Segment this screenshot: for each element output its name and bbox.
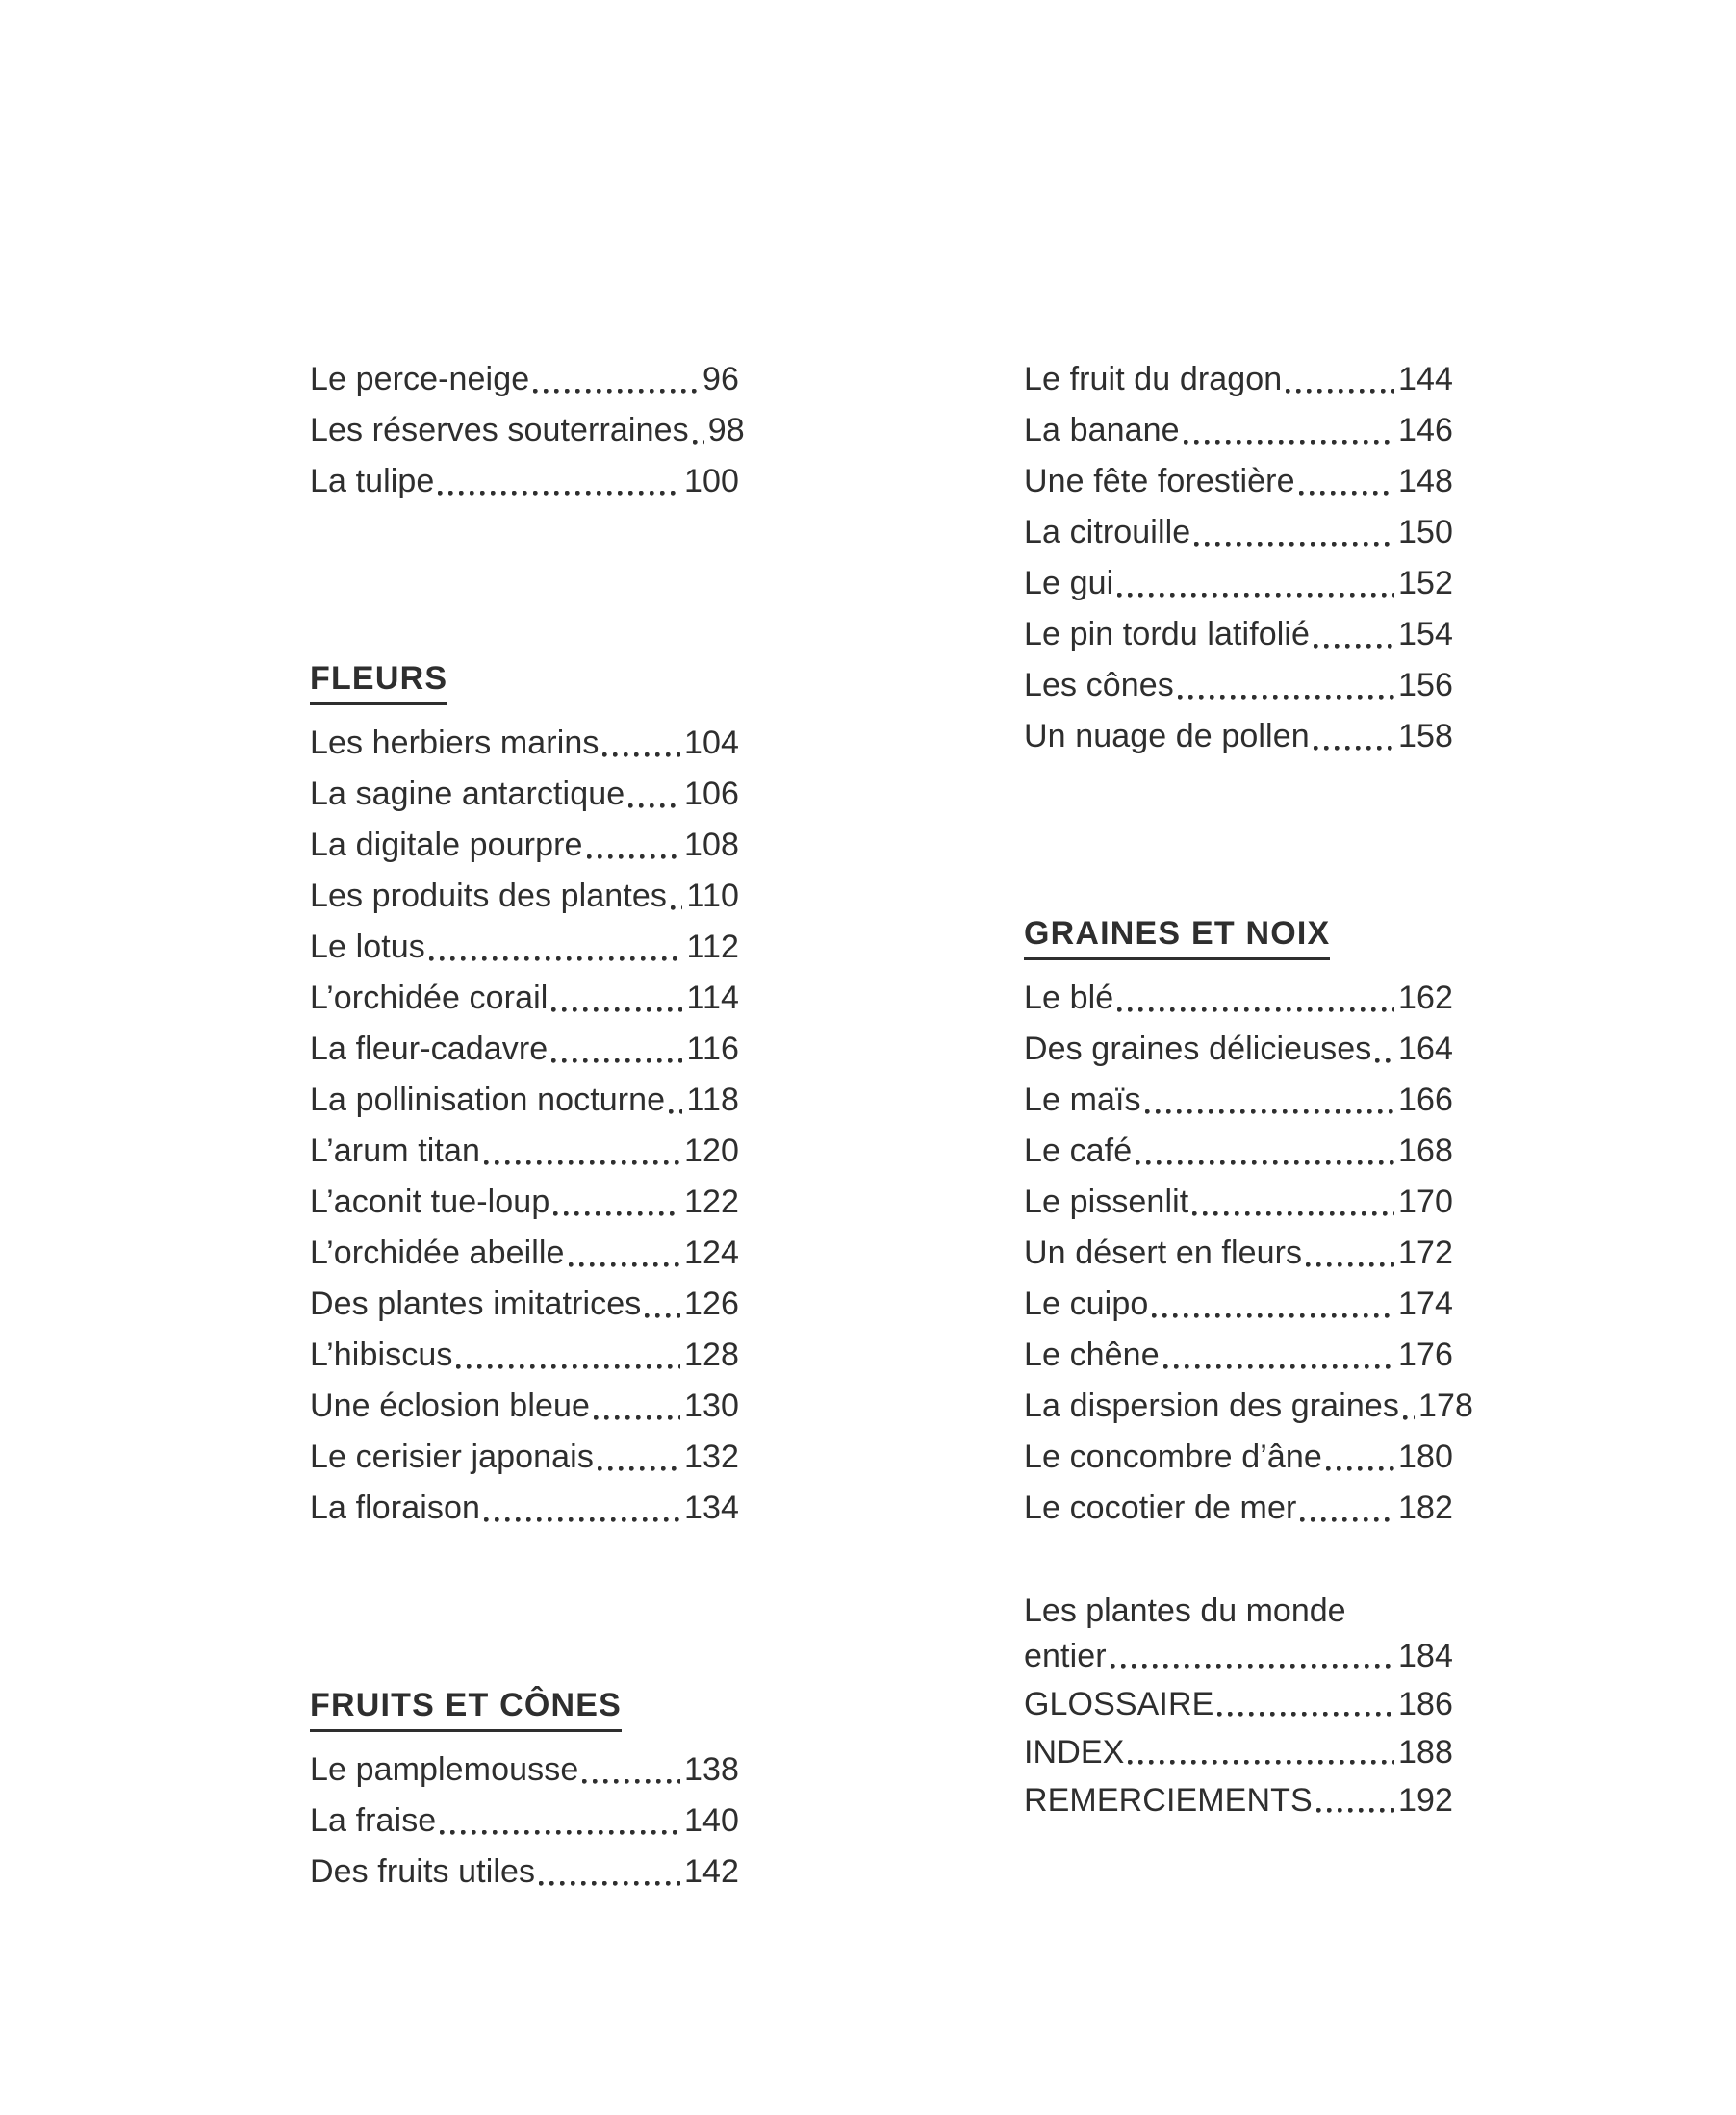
toc-entry-line2 (1024, 1632, 1453, 1680)
section-heading (310, 1686, 739, 1731)
toc-entry-title: La citrouille (1024, 514, 1191, 550)
toc-entry (1024, 558, 1453, 609)
dot-leader (1326, 1466, 1394, 1471)
toc-entry-title: La floraison (310, 1490, 480, 1526)
toc-entry-page: 172 (1397, 1235, 1453, 1271)
toc-entry-title: REMERCIEMENTS (1024, 1782, 1313, 1819)
toc-entry-page: 130 (683, 1388, 739, 1424)
toc-entry-page: 168 (1397, 1133, 1453, 1169)
toc-entry (1024, 973, 1453, 1024)
toc-entry-page: 116 (686, 1031, 739, 1067)
dot-leader (1163, 1364, 1394, 1369)
toc-entry-title: Le concombre d’âne (1024, 1439, 1322, 1475)
toc-entry-page: 112 (686, 929, 739, 965)
toc-block (310, 354, 745, 507)
dot-leader (1217, 1712, 1394, 1717)
section-heading-label: FRUITS ET CÔNES (310, 1687, 622, 1732)
toc-entry (310, 871, 739, 922)
toc-entry (310, 1279, 739, 1330)
toc-entry (1024, 354, 1453, 405)
dot-leader (1128, 1760, 1394, 1765)
toc-entry-title: L’aconit tue-loup (310, 1184, 550, 1220)
toc-entry (1024, 1279, 1453, 1330)
dot-leader (1286, 389, 1394, 394)
dot-leader (598, 1466, 680, 1471)
dot-leader (1136, 1160, 1394, 1165)
toc-entry (310, 1024, 739, 1075)
toc-entry (1024, 1776, 1453, 1824)
dot-leader (533, 389, 699, 394)
toc-entry-title: La dispersion des graines (1024, 1388, 1399, 1424)
dot-leader (1145, 1109, 1394, 1114)
toc-entry-title: INDEX (1024, 1734, 1125, 1771)
toc-entry (310, 1483, 739, 1534)
toc-entry (310, 354, 739, 405)
toc-entry-title: Les réserves souterraines (310, 412, 689, 448)
toc-entry-page: 132 (683, 1439, 739, 1475)
dot-leader (645, 1313, 680, 1318)
toc-entry-page: 110 (686, 878, 739, 914)
dot-leader (1306, 1262, 1394, 1267)
toc-entry (310, 456, 739, 507)
toc-entry (310, 1228, 739, 1279)
dot-leader (582, 1779, 680, 1784)
toc-entry-title: Un nuage de pollen (1024, 718, 1310, 754)
toc-entry-title: L’orchidée abeille (310, 1235, 565, 1271)
dot-leader (456, 1364, 680, 1369)
toc-entry-title: Le cuipo (1024, 1286, 1149, 1322)
toc-entry-title: La pollinisation nocturne (310, 1082, 666, 1118)
dot-leader (1316, 1808, 1394, 1813)
toc-entry-page: 114 (686, 980, 739, 1016)
dot-leader (1117, 1007, 1394, 1012)
toc-entry (1024, 1590, 1453, 1680)
toc-entry-page: 108 (683, 827, 739, 863)
dot-leader (669, 1109, 682, 1114)
dot-leader (671, 905, 683, 910)
toc-entry-page: 144 (1397, 361, 1453, 397)
toc-entry (310, 1745, 739, 1796)
toc-entry-title: L’orchidée corail (310, 980, 549, 1016)
toc-entry-title: Des plantes imitatrices (310, 1286, 642, 1322)
dot-leader (551, 1058, 682, 1063)
dot-leader (553, 1211, 680, 1216)
toc-entry-page: 140 (683, 1802, 739, 1839)
toc-entry-title: Un désert en fleurs (1024, 1235, 1303, 1271)
toc-entry-title: Le pamplemousse (310, 1751, 579, 1788)
toc-entry-page: 170 (1397, 1184, 1453, 1220)
toc-block (1024, 914, 1473, 1534)
dot-leader (484, 1160, 680, 1165)
toc-entry (310, 1330, 739, 1381)
toc-entry-page: 138 (683, 1751, 739, 1788)
toc-entry (1024, 405, 1453, 456)
toc-entry-title: Les herbiers marins (310, 725, 600, 761)
toc-entry-page: 150 (1397, 514, 1453, 550)
dot-leader (628, 803, 680, 808)
toc-entry (1024, 1126, 1453, 1177)
toc-column-right (1024, 354, 1473, 1898)
toc-entry-page: 166 (1397, 1082, 1453, 1118)
dot-leader (1184, 440, 1394, 445)
toc-entry (310, 1075, 739, 1126)
toc-entry-title: Des fruits utiles (310, 1853, 536, 1890)
toc-entry (310, 1847, 739, 1898)
toc-entry (310, 1381, 739, 1432)
dot-leader (1300, 1517, 1394, 1522)
section-heading-label: GRAINES ET NOIX (1024, 915, 1330, 960)
toc-entry (1024, 1330, 1453, 1381)
dot-leader (539, 1881, 680, 1886)
toc-entry (1024, 507, 1453, 558)
toc-entry-title: Le gui (1024, 565, 1114, 601)
toc-entry-title: GLOSSAIRE (1024, 1686, 1214, 1722)
toc-column-left (310, 354, 745, 1898)
dot-leader (484, 1517, 680, 1522)
toc-entry-title: Les plantes du monde (1024, 1593, 1346, 1629)
toc-entry-title: Le lotus (310, 929, 425, 965)
toc-entry-title: Le maïs (1024, 1082, 1141, 1118)
toc-entry (310, 922, 739, 973)
dot-leader (440, 1830, 680, 1835)
toc-entry (310, 718, 739, 769)
toc-entry (310, 1126, 739, 1177)
toc-entry-page: 176 (1397, 1337, 1453, 1373)
dot-leader (438, 491, 680, 496)
toc-entry-title: Le perce-neige (310, 361, 530, 397)
toc-entry-page: 96 (702, 361, 739, 397)
toc-entry (1024, 660, 1453, 711)
toc-entry-title: Les cônes (1024, 667, 1174, 703)
toc-entry-page: 146 (1397, 412, 1453, 448)
toc-entry-title: Les produits des plantes (310, 878, 667, 914)
toc-entry (310, 1796, 739, 1847)
section-heading (310, 659, 739, 704)
toc-entry-page: 156 (1397, 667, 1453, 703)
toc-block (310, 1686, 739, 1898)
dot-leader (551, 1007, 682, 1012)
toc-entry-title: Le pissenlit (1024, 1184, 1189, 1220)
section-heading (1024, 914, 1453, 959)
toc-entry-page: 178 (1417, 1388, 1473, 1424)
toc-entry-page: 188 (1397, 1734, 1453, 1771)
dot-leader (693, 440, 704, 445)
toc-entry-title: Une fête forestière (1024, 463, 1295, 499)
toc-entry-title: L’arum titan (310, 1133, 480, 1169)
section-heading-label: FLEURS (310, 660, 447, 705)
toc-entry-title: Le café (1024, 1133, 1133, 1169)
toc-entry (310, 405, 745, 456)
toc-entry (1024, 456, 1453, 507)
dot-leader (1178, 695, 1394, 700)
dot-leader (429, 956, 683, 961)
toc-entry (1024, 1228, 1453, 1279)
toc-block (1024, 1590, 1453, 1824)
toc-entry (1024, 1381, 1473, 1432)
toc-entry-title: entier (1024, 1638, 1107, 1674)
toc-entry (1024, 711, 1453, 762)
toc-entry-title: La fraise (310, 1802, 437, 1839)
toc-entry-page: 164 (1397, 1031, 1453, 1067)
dot-leader (1314, 644, 1394, 649)
dot-leader (1192, 1211, 1394, 1216)
toc-entry (1024, 1432, 1453, 1483)
dot-leader (602, 752, 680, 757)
toc-entry-page: 106 (683, 776, 739, 812)
toc-entry-page: 134 (683, 1490, 739, 1526)
dot-leader (569, 1262, 680, 1267)
toc-block (310, 659, 739, 1534)
dot-leader (1403, 1415, 1415, 1420)
toc-entry-page: 174 (1397, 1286, 1453, 1322)
toc-entry-page: 118 (686, 1082, 739, 1118)
toc-entry (1024, 1728, 1453, 1776)
toc-entry-title: La digitale pourpre (310, 827, 583, 863)
toc-entry (310, 1177, 739, 1228)
toc-entry-page: 122 (683, 1184, 739, 1220)
toc-entry-title: La banane (1024, 412, 1180, 448)
toc-entry (310, 1432, 739, 1483)
toc-entry-title: La tulipe (310, 463, 435, 499)
toc-entry (310, 820, 739, 871)
toc-entry-page: 154 (1397, 616, 1453, 652)
toc-entry-page: 184 (1397, 1638, 1453, 1674)
dot-leader (594, 1415, 680, 1420)
toc-entry-title: Le cerisier japonais (310, 1439, 594, 1475)
toc-entry (310, 769, 739, 820)
toc-entry-title: L’hibiscus (310, 1337, 453, 1373)
toc-entry-page: 120 (683, 1133, 739, 1169)
toc-entry (1024, 1177, 1453, 1228)
toc-entry (1024, 1680, 1453, 1728)
toc-entry-title: La sagine antarctique (310, 776, 625, 812)
toc-entry (1024, 1483, 1453, 1534)
dot-leader (1152, 1313, 1394, 1318)
toc-block (1024, 354, 1453, 762)
toc-entry-title: Le chêne (1024, 1337, 1160, 1373)
toc-entry-page: 148 (1397, 463, 1453, 499)
dot-leader (1299, 491, 1394, 496)
dot-leader (1117, 593, 1394, 598)
toc-entry (1024, 1024, 1453, 1075)
toc-entry-title: Une éclosion bleue (310, 1388, 590, 1424)
toc-entry-title: La fleur-cadavre (310, 1031, 549, 1067)
toc-entry-page: 186 (1397, 1686, 1453, 1722)
toc-entry-page: 100 (683, 463, 739, 499)
toc-entry-title: Le cocotier de mer (1024, 1490, 1297, 1526)
toc-entry-title: Le fruit du dragon (1024, 361, 1283, 397)
toc-entry-page: 124 (683, 1235, 739, 1271)
dot-leader (1375, 1058, 1394, 1063)
toc-entry-title: Le blé (1024, 980, 1114, 1016)
toc-entry-title: Le pin tordu latifolié (1024, 616, 1311, 652)
toc-entry-page: 192 (1397, 1782, 1453, 1819)
toc-entry-page: 180 (1397, 1439, 1453, 1475)
toc-entry (1024, 1075, 1453, 1126)
toc-entry (1024, 609, 1453, 660)
toc-entry-page: 162 (1397, 980, 1453, 1016)
toc-entry-page: 158 (1397, 718, 1453, 754)
toc-entry-page: 126 (683, 1286, 739, 1322)
toc-entry-page: 142 (683, 1853, 739, 1890)
toc-entry (310, 973, 739, 1024)
dot-leader (1194, 542, 1394, 547)
dot-leader (587, 854, 680, 859)
toc-entry-page: 104 (683, 725, 739, 761)
dot-leader (1111, 1664, 1394, 1669)
dot-leader (1314, 746, 1394, 751)
toc-entry-title: Des graines délicieuses (1024, 1031, 1372, 1067)
toc-entry-page: 128 (683, 1337, 739, 1373)
toc-entry-page: 182 (1397, 1490, 1453, 1526)
toc-entry-page: 98 (707, 412, 745, 448)
toc-entry-page: 152 (1397, 565, 1453, 601)
